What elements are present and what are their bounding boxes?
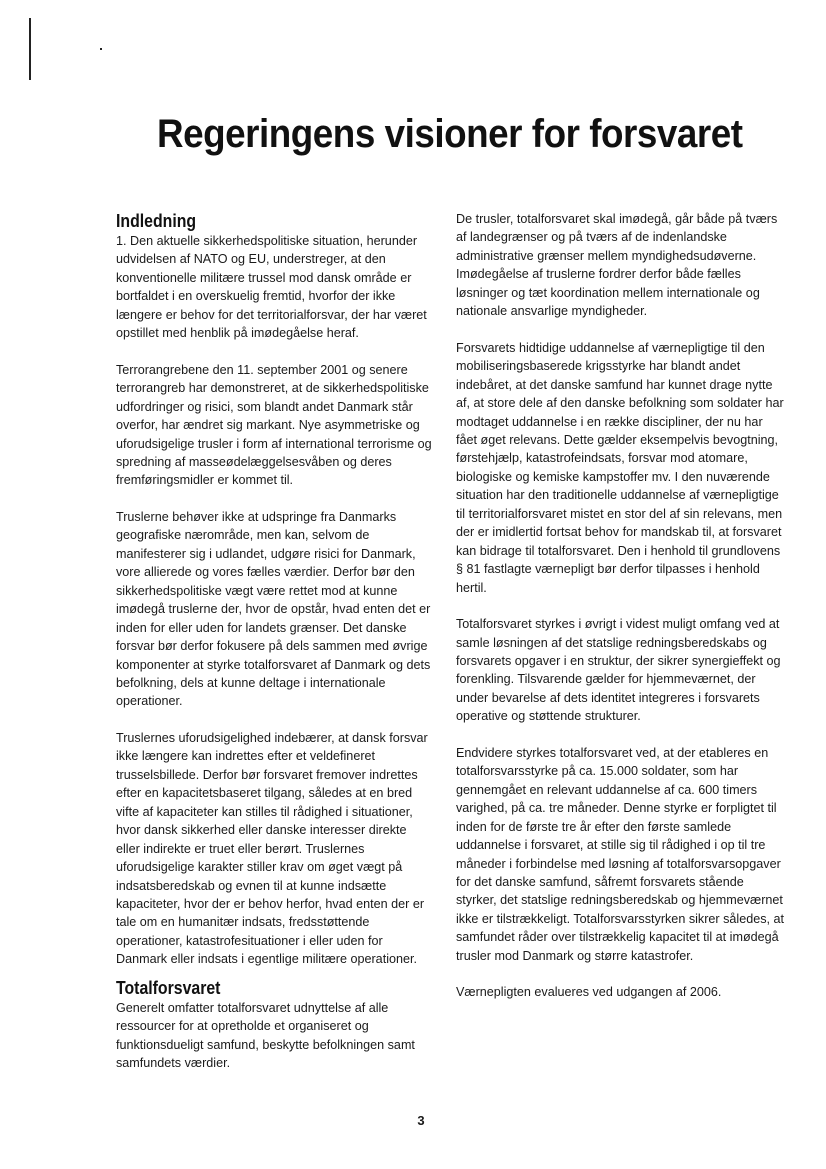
scan-speck [100,48,102,50]
paragraph: Totalforsvaret styrkes i øvrigt i videst muligt omfang ved at samle løsningen af det statslige redningsberedskabs og forsvarets opgaver i en struktur, der sikrer synergieffekt og forenkling. Tilsvarende gælder for hjemmeværnet, der under bevarelse af dets identitet integreres i forsvarets operative og støttende strukturer. [456,617,781,724]
scan-margin-line [29,18,31,80]
page-title: Regeringens visioner for forsvaret [156,112,743,156]
right-column [456,210,786,1020]
section-heading-totalforsvaret: Totalforsvaret [116,977,221,998]
paragraph: De trusler, totalforsvaret skal imødegå, går både på tværs af landegrænser og på tværs af de indenlandske administrative grænser mellem myndighedsudøverne. Imødegåelse af truslerne fordrer derfor både fælles løsninger og tæt koordination mellem internationale og nationale ansvarlige myndigheder. [456,212,778,319]
paragraph: Truslerne behøver ikke at udspringe fra Danmarks geografiske nærområde, men kan, selvom de manifesterer sig i udlandet, udgøre risici for Danmark, vore allierede og vores fælles værdier. Derfor bør den sikkerhedspolitiske vægt være rettet mod at kunne imødegå truslerne der, hvor de opstår, hvad enten det er inden for eller uden for landets grænser. Det danske forsvar bør derfor fokusere på dels sammen med øvrige komponenter at styrke totalforsvaret af Danmark og dets befolkning, dels at kunne deltage i internationale operationer. [116,509,431,709]
paragraph: 1. Den aktuelle sikkerhedspolitiske situation, herunder udvidelsen af NATO og EU, understreger, at den konventionelle militære trussel mod dansk område er bortfaldet i en overskuelig fremtid, hvorfor der ikke længere er behov for det territorialforsvar, der har været opstillet med henblik på imødegåelse heraf. [116,234,427,341]
paragraph: Værnepligten evalueres ved udgangen af 2006. [456,985,722,1000]
section-heading-indledning: Indledning [116,211,197,231]
paragraph: Terrorangrebene den 11. september 2001 og senere terrorangreb har demonstreret, at de sikkerhedspolitiske udfordringer og risici, som blandt andet Danmark står overfor, har ændret sig markant. Nye asymmetriske og uforudsigelige trusler i form af international terrorisme og spredning af masseødelæggelsesvåben og deres fremføringsmidler er kommet til. [116,362,432,488]
paragraph: Generelt omfatter totalforsvaret udnyttelse af alle ressourcer for at opretholde et organiseret og funktionsdueligt samfund, beskytte befolkningen samt samfundets værdier. [116,1000,415,1071]
paragraph: Endvidere styrkes totalforsvaret ved, at der etableres en totalforsvarsstyrke på ca. 15.000 soldater, som har gennemgået en relevant uddannelse af ca. 600 timers varighed, på ca. tre måneder. Denne styrke er forpligtet til inden for de første tre år efter den første samlede uddannelse i forsvaret, at stille sig til rådighed i op til tre måneder i forbindelse med løsning af totalforsvarsopgaver for det danske samfund, såfremt forsvarets stående styrker, det statslige redningsberedskab og hjemmeværnet ikke er tilstrækkeligt. Totalforsvarsstyrken sikrer således, at samfundet råder over tilstrækkelig kapacitet til at imødegå trusler mod Danmark og større katastrofer. [456,745,785,963]
paragraph: Forsvarets hidtidige uddannelse af værnepligtige til den mobiliseringsbaserede krigsstyrke har blandt andet indebåret, at det danske samfund har kunnet drage nytte af, at store dele af den danske befolkning som soldater har modtaget uddannelse i en række discipliner, der nu har fået øget relevans. Dette gælder eksempelvis bevogtning, førstehjælp, katastrofeindsats, forsvar mod atomare, biologiske og kemiske kampstoffer mv. I den nuværende situation har den traditionelle uddannelse af værnepligtige til territorialforsvaret mistet en stor del af sin relevans, men der er imidlertid fortsat behov for mandskab til, at forsvaret kan bidrage til totalforsvaret. Den i henhold til grundlovens § 81 fastlagte værnepligt bør derfor tilpasses i henhold hertil. [456,340,784,595]
paragraph: Truslernes uforudsigelighed indebærer, at dansk forsvar ikke længere kan indrettes efter et veldefineret trusselsbillede. Derfor bør forsvaret fremover indrettes efter en kapacitetsbaseret tilgang, således at en bred vifte af kapaciteter kan stilles til rådighed i situationer, hvor dansk sikkerhed eller danske interesser direkte eller indirekte er truet eller berørt. Truslernes uforudsigelige karakter stiller krav om øget vægt på indsatsberedskab og evnen til at kunne indsætte kapaciteter, hvor der er behov herfor, hvad enten der er tale om en humanitær indsats, fredsstøttende operationer, katastrofesituationer i eller uden for Danmark eller indsats i egentlige militære operationer. [116,730,428,967]
page-number: 3 [417,1113,425,1128]
left-column [116,210,432,1091]
